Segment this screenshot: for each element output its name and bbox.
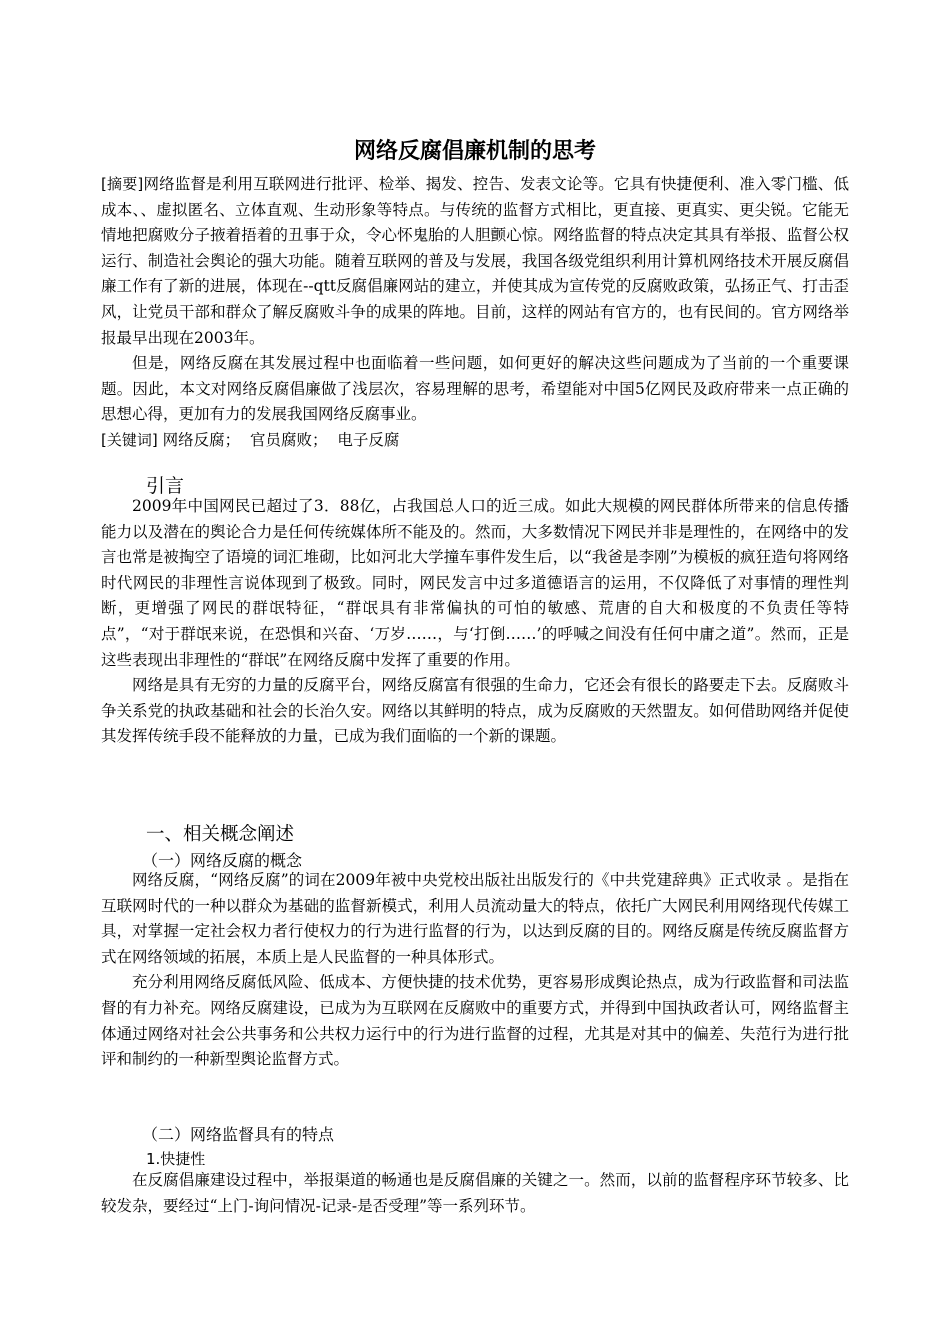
subsection1-paragraph-1: 网络反腐，“网络反腐”的词在2009年被中央党校出版社出版发行的《中共党建辞典》正式收录 。是指在互联网时代的一种以群众为基础的监督新模式，利用人员流动量大的特点，依托广大网民利用网络现代传媒工具，对掌握一定社会权力者行使权力的行为进行监督的行为，以达到反腐的目的。网络反腐是传统反腐监督方式在网络领域的拓展，本质上是人民监督的一种具体形式。: [101, 871, 849, 966]
document-title: 网络反腐倡廉机制的思考: [353, 139, 596, 164]
intro-heading: 引言: [146, 475, 185, 497]
intro-section: [101, 494, 849, 750]
subsection1-body: [101, 868, 849, 1073]
section1-heading: 一、相关概念阐述: [146, 824, 295, 845]
abstract-paragraph-2: 但是，网络反腐在其发展过程中也面临着一些问题，如何更好的解决这些问题成为了当前的一个重要课题。因此，本文对网络反腐倡廉做了浅层次，容易理解的思考，希望能对中国5亿网民及政府带来一点正确的思想心得，更加有力的发展我国网络反腐事业。: [101, 354, 849, 424]
abstract-paragraph: [101, 172, 849, 351]
subsection2-heading: （二）网络监督具有的特点: [142, 1125, 335, 1144]
intro-paragraph-2: 网络是具有无穷的力量的反腐平台，网络反腐富有很强的生命力，它还会有很长的路要走下去。反腐败斗争关系党的执政基础和社会的长治久安。网络以其鲜明的特点，成为反腐败的天然盟友。如何借助网络并促使其发挥传统手段不能释放的力量，已成为我们面临的一个新的课题。: [101, 676, 849, 746]
intro-paragraph-1: 2009年中国网民已超过了3．88亿，占我国总人口的近三成。如此大规模的网民群体所带来的信息传播能力以及潜在的舆论合力是任何传统媒体所不能及的。然而，大多数情况下网民并非是理性的，在网络中的发言也常是被掏空了语境的词汇堆砌，比如河北大学撞车事件发生后，以“我爸是李刚”为模板的疯狂造句将网络时代网民的非理性言说体现到了极致。同时，网民发言中过多道德语言的运用，不仅降低了对事情的理性判断，更增强了网民的群氓特征，“群氓具有非常偏执的可怕的敏感、荒唐的自大和极度的不负责任等特点”，“对于群氓来说，在恐惧和兴奋、‘万岁……，与‘打倒……’的呼喊之间没有任何中庸之道”。然而，正是这些表现出非理性的“群氓”在网络反腐中发挥了重要的作用。: [101, 497, 849, 669]
abstract-section: [101, 172, 849, 454]
item1-paragraph-1: 在反腐倡廉建设过程中，举报渠道的畅通也是反腐倡廉的关键之一。然而，以前的监督程序环节较多、比较发杂，要经过“上门-询问情况-记录-是否受理”等一系列环节。: [101, 1171, 849, 1215]
abstract-text: 网络监督是利用互联网进行批评、检举、揭发、控告、发表文论等。它具有快捷便利、准入零门槛、低成本、、虚拟匿名、立体直观、生动形象等特点。与传统的监督方式相比，更直接、更真实、更尖锐。它能无情地把腐败分子掖着捂着的丑事于众，令心怀鬼胎的人胆颤心惊。网络监督的特点决定其具有举报、监督公权运行、制造社会舆论的强大功能。随着互联网的普及与发展，我国各级党组织利用计算机网络技术开展反腐倡廉工作有了新的进展，体现在--qtt反腐倡廉网站的建立，并使其成为宣传党的反腐败政策，弘扬正气、打击歪风，让党员干部和群众了解反腐败斗争的成果的阵地。目前，这样的网站有官方的，也有民间的。官方网络举报最早出现在2003年。: [101, 175, 849, 347]
keywords-text: 网络反腐； 官员腐败； 电子反腐: [157, 430, 400, 449]
subsection1-paragraph-2: 充分利用网络反腐低风险、低成本、方便快捷的技术优势，更容易形成舆论热点，成为行政监督和司法监督的有力补充。网络反腐建设，已成为为互联网在反腐败中的重要方式，并得到中国执政者认可，网络监督主体通过网络对社会公共事务和公共权力运行中的行为进行监督的过程，尤其是对其中的偏差、失范行为进行批评和制约的一种新型舆论监督方式。: [101, 973, 849, 1069]
keywords-line: [101, 428, 849, 454]
keywords-label: [关键词]: [101, 430, 158, 449]
item1-body: [101, 1168, 849, 1219]
item1-heading: 1.快捷性: [146, 1150, 206, 1168]
subsection1-heading: （一）网络反腐的概念: [142, 851, 303, 870]
abstract-label: [摘要]: [101, 175, 144, 193]
